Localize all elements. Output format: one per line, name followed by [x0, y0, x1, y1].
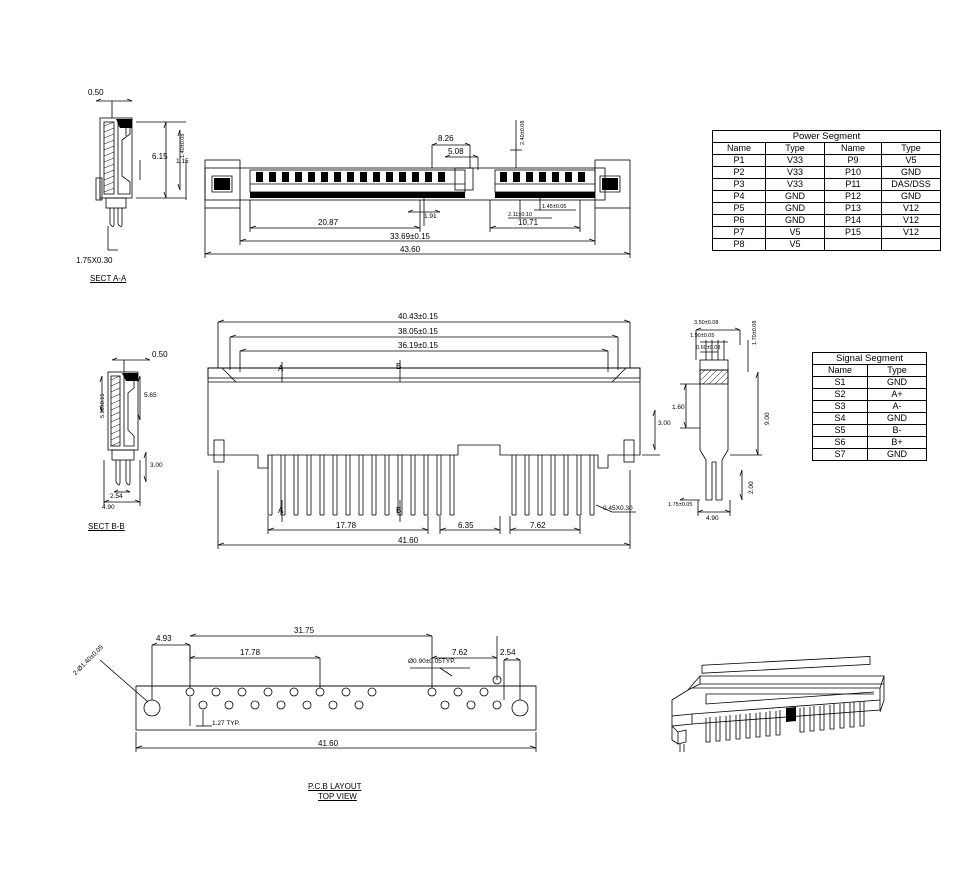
pcb-layout-caption-2: TOP VIEW: [318, 792, 357, 801]
table-row: P5 GND P13 V12: [713, 203, 941, 215]
table-row: P1 V33 P9 V5: [713, 155, 941, 167]
pcb-layout-view: [100, 634, 536, 752]
table-row: S6 B+: [813, 437, 927, 449]
table-row: P8 V5: [713, 239, 941, 251]
dim-0.50-side: 0.50: [152, 350, 168, 359]
table-row: P4 GND P12 GND: [713, 191, 941, 203]
dim-41.60-pcb: 41.60: [318, 739, 339, 748]
power-segment-table: [712, 130, 941, 251]
table-row: S5 B-: [813, 425, 927, 437]
dim-0.60: 0.60±0.08: [696, 345, 721, 351]
side-main-view: [208, 320, 660, 549]
table-row: P2 V33 P10 GND: [713, 167, 941, 179]
dim-41.60-side: 41.60: [398, 536, 419, 545]
signal-header-name: Name: [813, 365, 868, 377]
dim-4.90-sectb: 4.90: [102, 504, 115, 511]
dim-0.50-top: 0.50: [88, 88, 104, 97]
sect-a-a-caption: SECT A-A: [90, 274, 127, 283]
power-header-name-2: Name: [825, 143, 882, 155]
signal-header-type: Type: [868, 365, 927, 377]
pcb-layout-caption-1: P.C.B LAYOUT: [308, 782, 362, 791]
dim-5.08: 5.08: [448, 147, 464, 156]
section-mark-b-top: B: [396, 362, 402, 371]
dim-2.54-pcb: 2.54: [500, 648, 516, 657]
sect-b-b-caption: SECT B-B: [88, 522, 125, 531]
dim-1.75-right: 1.75±0.05: [668, 502, 693, 508]
dim-1.90: 1.90±0.05: [690, 333, 715, 339]
dim-6.15: 6.15: [152, 152, 168, 161]
dim-2-dia-1.40: 2-Ø1.40±0.05: [72, 643, 106, 677]
dim-4.90-right: 4.90: [706, 515, 719, 522]
table-row: P6 GND P14 V12: [713, 215, 941, 227]
sect-a-a-view: [96, 99, 186, 250]
dim-43.60: 43.60: [400, 245, 421, 254]
dim-6.35: 6.35: [458, 521, 474, 530]
dim-1.27-typ: 1.27 TYP.: [212, 720, 240, 727]
dim-10.71: 10.71: [518, 218, 539, 227]
table-row: S4 GND: [813, 413, 927, 425]
dim-1.40: 1.40±0.08: [180, 133, 186, 158]
table-row: S3 A-: [813, 401, 927, 413]
dim-31.75: 31.75: [294, 626, 315, 635]
dim-3.00-sectb: 3.00: [150, 462, 163, 469]
dim-7.62-pcb: 7.62: [452, 648, 468, 657]
dim-40.43: 40.43±0.15: [398, 312, 438, 321]
power-segment-title: Power Segment: [713, 131, 941, 143]
table-row: S7 GND: [813, 449, 927, 461]
dim-1.15: 1.15: [176, 158, 189, 165]
dim-7.62-side: 7.62: [530, 521, 546, 530]
table-row: S2 A+: [813, 389, 927, 401]
power-header-type-1: Type: [766, 143, 825, 155]
dim-1.45: 1.45±0.05: [542, 204, 567, 210]
dim-5.00: 5.00±0.15: [100, 393, 106, 418]
power-header-type-2: Type: [882, 143, 941, 155]
section-mark-b-bottom: B: [396, 506, 402, 515]
dim-8.26: 8.26: [438, 134, 454, 143]
dim-1.70: 1.70±0.08: [752, 320, 758, 345]
dim-20.87: 20.87: [318, 218, 339, 227]
dim-9.00: 9.00: [764, 412, 771, 425]
dim-4.93: 4.93: [156, 634, 172, 643]
dim-1.75x0.30: 1.75X0.30: [76, 256, 113, 265]
dim-5.65: 5.65: [144, 392, 157, 399]
power-header-name-1: Name: [713, 143, 766, 155]
dim-17.78-side: 17.78: [336, 521, 357, 530]
dim-33.69: 33.69±0.15: [390, 232, 430, 241]
dim-dia-0.90-typ: Ø0.90±0.05TYP.: [408, 658, 456, 665]
table-row: P7 V5 P15 V12: [713, 227, 941, 239]
dim-2.54-sectb: 2.54: [110, 493, 123, 500]
section-mark-a-bottom: A: [278, 506, 284, 515]
isometric-view: [672, 656, 884, 752]
table-row: P3 V33 P11 DAS/DSS: [713, 179, 941, 191]
dim-17.78-pcb: 17.78: [240, 648, 261, 657]
dim-3.50: 3.50±0.08: [694, 320, 719, 326]
dim-0.45x0.30: 0.45X0.30: [603, 505, 633, 512]
dim-2.00: 2.00: [748, 481, 755, 494]
dim-36.19: 36.19±0.15: [398, 341, 438, 350]
dim-2.11: 2.11±0.10: [508, 212, 533, 218]
dim-1.91: 1.91: [424, 213, 437, 220]
dim-1.60: 1.60: [672, 404, 685, 411]
signal-segment-table: [812, 352, 927, 461]
dim-38.05: 38.05±0.15: [398, 327, 438, 336]
sect-b-b-view: [100, 358, 150, 506]
dim-3.00-side: 3.00: [658, 420, 671, 427]
dim-2.40: 2.40±0.08: [520, 120, 526, 145]
table-row: S1 GND: [813, 377, 927, 389]
section-mark-a-top: A: [278, 364, 284, 373]
signal-segment-title: Signal Segment: [813, 353, 927, 365]
